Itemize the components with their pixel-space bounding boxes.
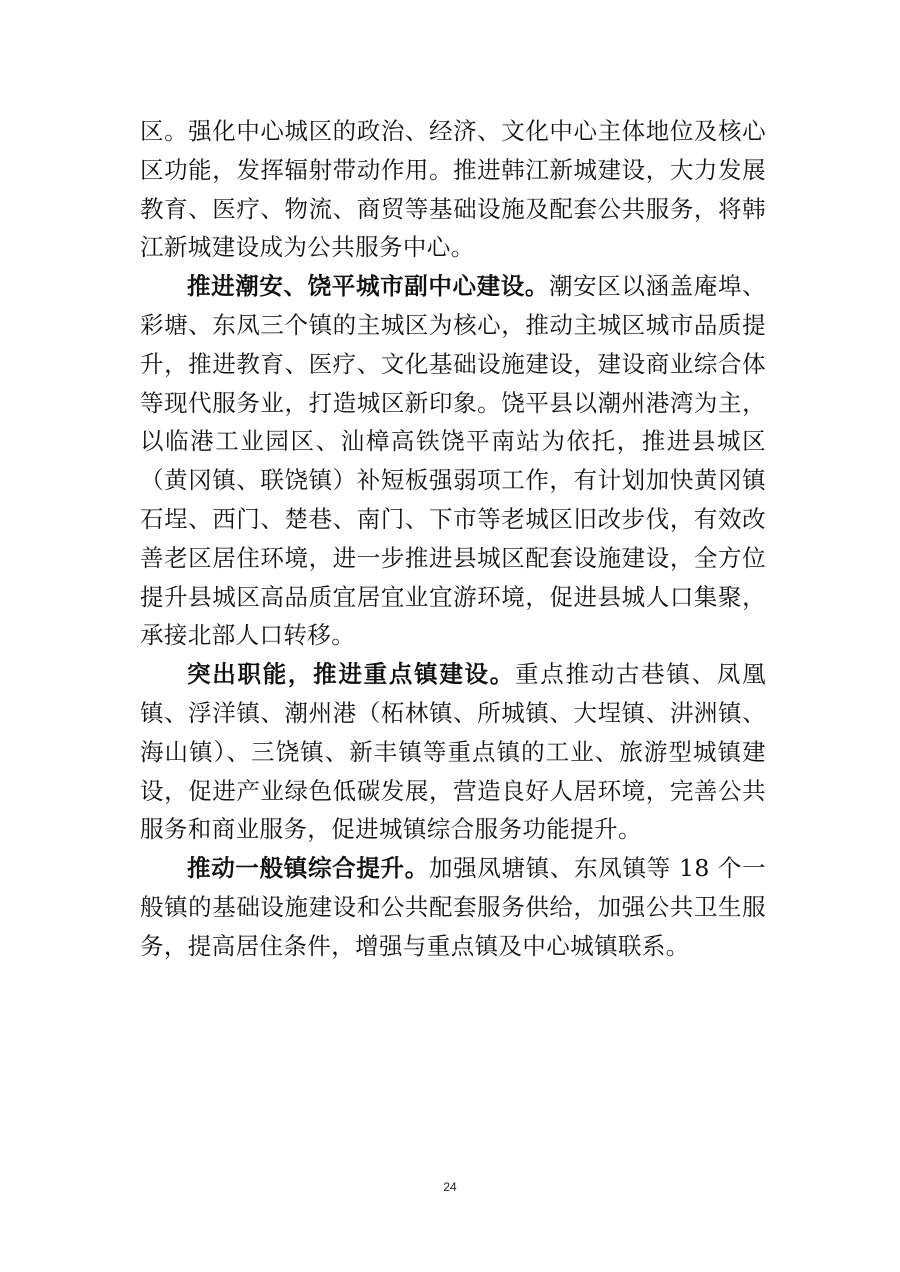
document-body — [140, 112, 766, 966]
paragraph-heading: 推进潮安、饶平城市副中心建设。 — [187, 272, 550, 301]
paragraph-heading: 推动一般镇综合提升。 — [187, 854, 429, 883]
paragraph-heading: 突出职能，推进重点镇建设。 — [187, 660, 516, 689]
paragraph-key-towns — [140, 655, 766, 849]
paragraph-general-towns — [140, 849, 766, 965]
page-number: 24 — [443, 1180, 457, 1194]
paragraph-text: 潮安区以涵盖庵埠、彩塘、东凤三个镇的主城区为核心，推动主城区城市品质提升，推进教育、医疗、文化基础设施建设，建设商业综合体等现代服务业，打造城区新印象。饶平县以潮州港湾为主，以临港工业园区、汕樟高铁饶平南站为依托，推进县城区（黄冈镇、联饶镇）补短板强弱项工作，有计划加快黄冈镇石埕、西门、楚巷、南门、下市等老城区旧改步伐，有效改善老区居住环境，进一步推进县城区配套设施建设，全方位提升县城区高品质宜居宜业宜游环境，促进县城人口集聚，承接北部人口转移。 — [140, 272, 766, 650]
paragraph-text: 重点推动古巷镇、凤凰镇、浮洋镇、潮州港（柘林镇、所城镇、大埕镇、汫洲镇、海山镇）、三饶镇、新丰镇等重点镇的工业、旅游型城镇建设，促进产业绿色低碳发展，营造良好人居环境，完善公共服务和商业服务，促进城镇综合服务功能提升。 — [140, 660, 767, 844]
paragraph-text: 区。强化中心城区的政治、经济、文化中心主体地位及核心区功能，发挥辐射带动作用。推进韩江新城建设，大力发展教育、医疗、物流、商贸等基础设施及配套公共服务，将韩江新城建设成为公共服务中心。 — [140, 117, 766, 262]
paragraph-text: 加强凤塘镇、东凤镇等 18 个一般镇的基础设施建设和公共配套服务供给，加强公共卫生服务，提高居住条件，增强与重点镇及中心城镇联系。 — [140, 854, 766, 960]
paragraph-central-city — [140, 112, 766, 267]
paragraph-sub-center — [140, 267, 766, 655]
